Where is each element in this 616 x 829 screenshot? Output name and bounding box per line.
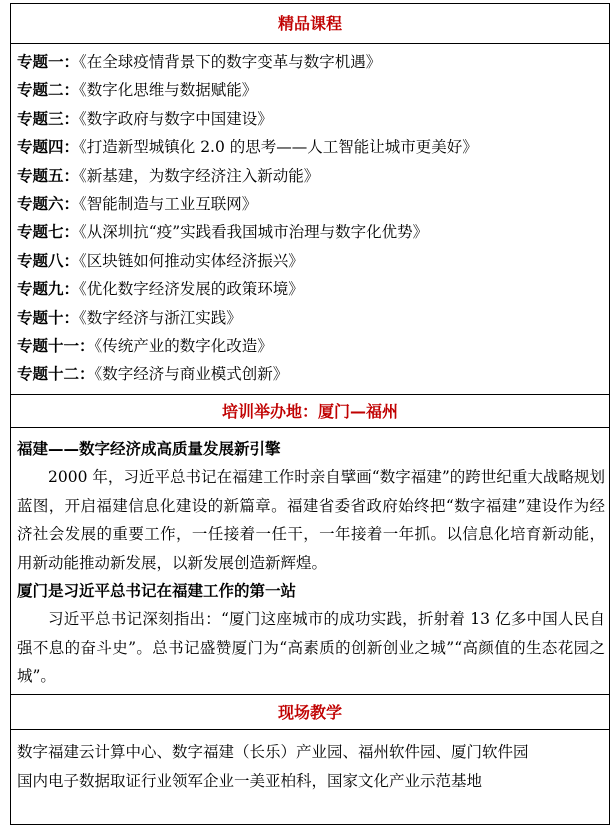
course-title: 《数字政府与数字中国建设》 (79, 109, 273, 128)
course-label: 专题八： (17, 251, 80, 270)
course-label: 专题九： (17, 280, 80, 299)
course-title: 《区块链如何推动实体经济振兴》 (79, 251, 304, 270)
course-item (17, 162, 609, 190)
course-label: 专题二： (17, 81, 80, 100)
onsite-line: 国内电子数据取证行业领军企业一美亚柏科，国家文化产业示范基地 (17, 772, 483, 790)
course-label: 专题四： (17, 138, 80, 157)
course-title: 《数字经济与商业模式创新》 (94, 365, 289, 384)
course-label: 专题五： (17, 166, 80, 185)
course-title: 《智能制造与工业互联网》 (79, 194, 258, 213)
course-item (17, 304, 609, 332)
course-label: 专题一： (17, 53, 80, 71)
course-label: 专题七： (17, 223, 80, 242)
course-list (11, 44, 609, 394)
onsite-section-title: 现场教学 (11, 694, 609, 730)
course-item (17, 218, 609, 246)
course-item (17, 48, 609, 76)
course-item (17, 247, 609, 275)
course-item (17, 275, 609, 303)
location-description (11, 428, 609, 694)
course-item (17, 76, 609, 104)
course-item (17, 332, 609, 360)
location-section-title: 培训举办地：厦门—福州 (11, 394, 609, 428)
course-title: 《传统产业的数字化改造》 (94, 336, 273, 355)
course-title: 《新基建，为数字经济注入新动能》 (79, 166, 320, 185)
onsite-line: 数字福建云计算中心、数字福建（长乐）产业园、福州软件园、厦门软件园 (17, 743, 529, 761)
onsite-sites (11, 730, 609, 796)
course-title: 《数字经济与浙江实践》 (79, 308, 242, 327)
course-label: 专题十二： (17, 365, 95, 384)
course-item (17, 105, 609, 133)
course-title: 《打造新型城镇化 2.0 的思考——人工智能让城市更美好》 (79, 138, 478, 157)
course-title: 《在全球疫情背景下的数字变革与数字机遇》 (79, 53, 382, 71)
course-title: 《从深圳抗“疫”实践看我国城市治理与数字化优势》 (79, 223, 429, 242)
course-title: 《数字化思维与数据赋能》 (79, 81, 258, 100)
course-item (17, 360, 609, 388)
fujian-heading: 福建——数字经济成高质量发展新引擎 (17, 440, 281, 458)
course-label: 专题十一： (17, 336, 95, 355)
course-label: 专题六： (17, 194, 80, 213)
course-item (17, 133, 609, 161)
course-title: 《优化数字经济发展的政策环境》 (79, 280, 304, 299)
fujian-paragraph: 2000 年，习近平总书记在福建工作时亲自擘画“数字福建”的跨世纪重大战略规划蓝图，开启福建信息化建设的新篇章。福建省委省政府始终把“数字福建”建设作为经济社会发展的重要工作，一任接着一任干，一年接着一年抓。以信息化培育新动能，用新动能推动新发展，以新发展创造新辉煌。 (17, 468, 605, 572)
courses-section-title: 精品课程 (11, 4, 609, 44)
course-item (17, 190, 609, 218)
course-document (10, 3, 610, 825)
course-label: 专题三： (17, 109, 80, 128)
course-label: 专题十： (17, 308, 80, 327)
xiamen-paragraph: 习近平总书记深刻指出：“厦门这座城市的成功实践，折射着 13 亿多中国人民自强不息的奋斗史”。总书记盛赞厦门为“高素质的创新创业之城”“高颜值的生态花园之城”。 (17, 610, 605, 685)
xiamen-heading: 厦门是习近平总书记在福建工作的第一站 (17, 582, 297, 600)
